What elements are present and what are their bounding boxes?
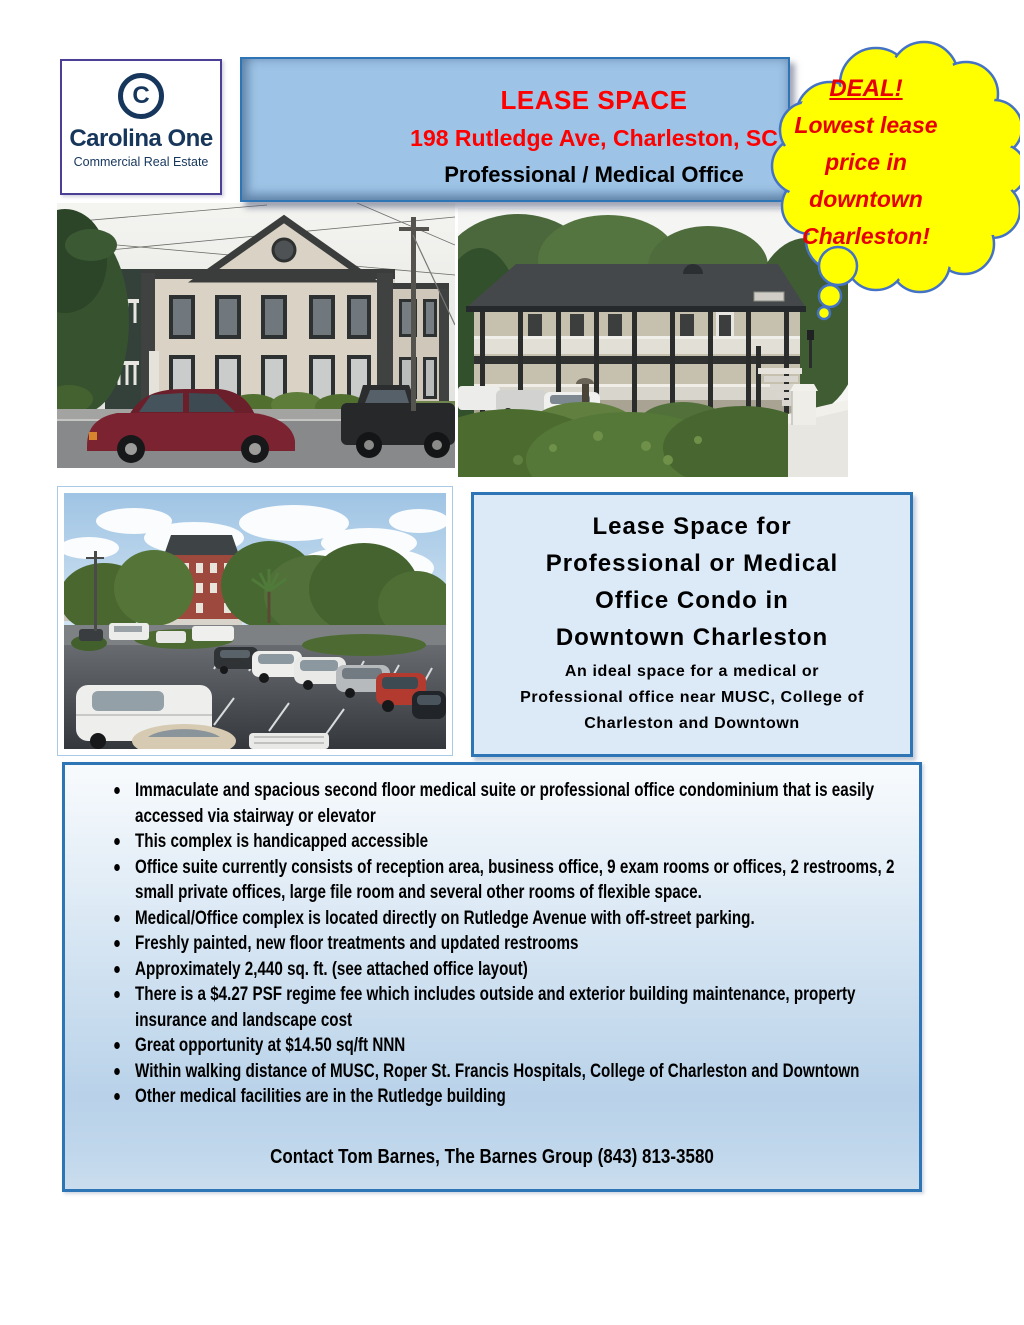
header-address: 198 Rutledge Ave, Charleston, SC — [410, 125, 778, 151]
info-subtitle-line: An ideal space for a medical or — [564, 663, 820, 680]
contact-line: Contact Tom Barnes, The Barnes Group (843) 813-3580 — [270, 1146, 714, 1168]
bubble-line: Charleston! — [802, 223, 930, 249]
logo-division: Commercial Real Estate — [73, 155, 209, 169]
bullet-item: Immaculate and spacious second floor medical suite or professional office condominium that is easily accessed via stairway or elevator — [111, 778, 919, 829]
bubble-line: downtown — [809, 186, 923, 212]
logo-brand: Carolina One — [69, 125, 213, 152]
info-title-line: Professional or Medical — [545, 550, 839, 577]
bubble-line: Lowest lease — [794, 112, 938, 138]
info-title-line: Office Condo in — [595, 587, 789, 614]
bullet-item: Approximately 2,440 sq. ft. (see attached office layout) — [111, 957, 919, 983]
bullet-item: Freshly painted, new floor treatments and updated restrooms — [111, 931, 919, 957]
info-subtitle-line: Charleston and Downtown — [584, 715, 800, 732]
logo-box — [60, 59, 222, 195]
carolina-one-monogram-icon — [118, 73, 164, 119]
bubble-tail — [818, 247, 857, 319]
bullet-box — [62, 762, 922, 1192]
bullet-item: This complex is handicapped accessible — [111, 829, 919, 855]
bullet-list — [111, 778, 919, 1110]
logo-monogram: C — [132, 82, 150, 109]
bullet-item: Other medical facilities are in the Rutledge building — [111, 1084, 919, 1110]
info-subtitle — [474, 659, 910, 737]
info-title-line: Downtown Charleston — [555, 624, 829, 651]
bullet-item: Within walking distance of MUSC, Roper St. Francis Hospitals, College of Charleston and Downtown — [111, 1059, 919, 1085]
header-banner — [240, 57, 790, 202]
bubble-line: price in — [825, 149, 907, 175]
building-front-photo — [57, 203, 455, 468]
deal-bubble — [752, 24, 1020, 336]
bullet-item: Medical/Office complex is located directly on Rutledge Avenue with off-street parking. — [111, 906, 919, 932]
info-title-line: Lease Space for — [592, 513, 792, 540]
bullet-item: Office suite currently consists of reception area, business office, 9 exam rooms or offices, 2 restrooms, 2 small private offices, large file room and several other rooms of flexible space. — [111, 855, 919, 906]
parking-lot-photo — [57, 486, 453, 756]
bubble-deal-line: DEAL! — [829, 75, 903, 102]
parking-lot-image — [64, 493, 446, 749]
bullet-item: There is a $4.27 PSF regime fee which includes outside and exterior building maintenance, property insurance and landscape cost — [111, 982, 919, 1033]
info-box — [471, 492, 913, 757]
bullet-item: Great opportunity at $14.50 sq/ft NNN — [111, 1033, 919, 1059]
info-subtitle-line: Professional office near MUSC, College of — [520, 689, 864, 706]
bubble-text — [732, 70, 1000, 255]
header-title: LEASE SPACE — [500, 85, 688, 115]
header-subtitle: Professional / Medical Office — [444, 162, 744, 187]
bushes — [458, 402, 823, 477]
